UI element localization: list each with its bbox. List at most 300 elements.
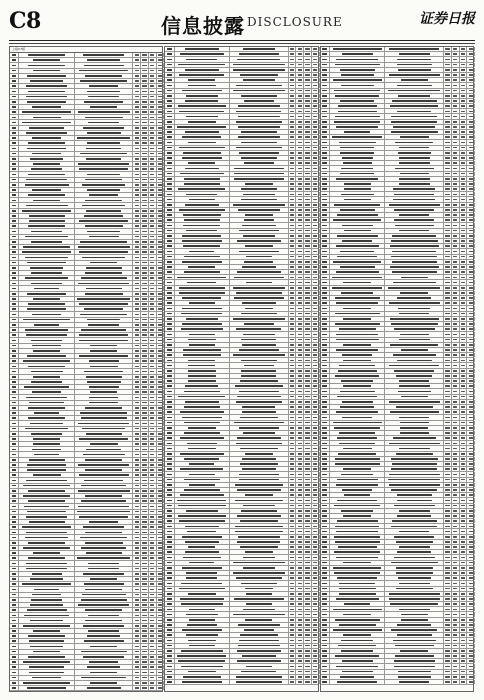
table-cell — [10, 167, 19, 171]
fine-print — [290, 422, 294, 424]
table-cell — [141, 338, 149, 342]
fine-print — [342, 401, 373, 403]
table-cell — [141, 380, 149, 384]
fine-print — [135, 96, 139, 98]
table-cell — [460, 244, 468, 248]
table-cell — [141, 323, 149, 327]
fine-print — [298, 256, 302, 258]
table-cell — [75, 401, 134, 405]
fine-print — [135, 184, 139, 186]
fine-print — [305, 417, 309, 419]
table-cell — [175, 535, 231, 539]
table-cell — [460, 348, 468, 352]
table-cell — [141, 328, 149, 332]
table-cell — [133, 261, 141, 265]
fine-print — [305, 116, 309, 118]
fine-print — [469, 396, 473, 398]
fine-print — [290, 214, 294, 216]
table-cell — [289, 664, 297, 668]
table-cell — [175, 306, 231, 310]
table-cell — [19, 473, 75, 477]
fine-print — [453, 173, 457, 175]
fine-print — [30, 620, 64, 622]
fine-print — [298, 152, 302, 154]
fine-print — [150, 474, 154, 476]
table-cell — [230, 89, 289, 93]
table-cell — [165, 395, 174, 399]
table-cell — [19, 401, 75, 405]
fine-print — [135, 454, 139, 456]
table-cell — [10, 385, 19, 389]
fine-print — [158, 557, 162, 559]
table-cell — [157, 634, 165, 638]
table-cell — [297, 140, 305, 144]
table-cell — [297, 478, 305, 482]
table-cell — [149, 271, 157, 275]
table-cell — [444, 244, 452, 248]
fine-print — [185, 401, 219, 403]
fine-print — [461, 489, 465, 491]
table-cell — [175, 415, 231, 419]
fine-print — [322, 344, 327, 346]
table-cell — [444, 260, 452, 264]
fine-print — [305, 681, 309, 683]
fine-print — [12, 314, 17, 316]
fine-print — [399, 313, 429, 315]
fine-print — [237, 541, 280, 543]
table-cell — [19, 618, 75, 622]
table-cell — [19, 292, 75, 296]
table-cell — [149, 344, 157, 348]
fine-print — [298, 598, 302, 600]
fine-print — [150, 542, 154, 544]
table-cell — [157, 660, 165, 664]
fine-print — [298, 266, 302, 268]
table-cell — [157, 203, 165, 207]
table-cell — [10, 634, 19, 638]
table-cell — [230, 114, 289, 118]
table-cell — [75, 665, 134, 669]
table-cell — [289, 441, 297, 445]
fine-print — [469, 90, 473, 92]
table-cell — [460, 109, 468, 113]
fine-print — [290, 69, 294, 71]
fine-print — [290, 266, 294, 268]
fine-print — [27, 469, 65, 471]
table-cell — [149, 608, 157, 612]
fine-print — [244, 365, 274, 367]
table-cell — [230, 229, 289, 233]
fine-print — [30, 158, 64, 160]
fine-print — [322, 251, 327, 253]
table-cell — [19, 551, 75, 555]
table-cell — [444, 57, 452, 61]
table-cell — [149, 58, 157, 62]
fine-print — [313, 629, 317, 631]
fine-print — [246, 603, 273, 605]
fine-print — [167, 619, 172, 621]
table-cell — [385, 478, 444, 482]
table-cell — [289, 161, 297, 165]
table-cell — [304, 436, 312, 440]
fine-print — [34, 324, 60, 326]
table-cell — [149, 100, 157, 104]
table-cell — [141, 390, 149, 394]
fine-print — [445, 489, 449, 491]
fine-print — [150, 168, 154, 170]
fine-print — [469, 59, 473, 61]
table-cell — [467, 63, 475, 67]
fine-print — [336, 178, 378, 180]
fine-print — [135, 672, 139, 674]
table-cell — [75, 577, 134, 581]
fine-print — [305, 69, 309, 71]
fine-print — [158, 433, 162, 435]
fine-print — [336, 245, 379, 247]
fine-print — [12, 682, 17, 684]
fine-print — [298, 500, 302, 502]
fine-print — [150, 506, 154, 508]
fine-print — [84, 65, 124, 67]
fine-print — [391, 121, 437, 123]
table-cell — [312, 327, 320, 331]
table-cell — [230, 659, 289, 663]
table-cell — [297, 249, 305, 253]
fine-print — [33, 438, 60, 440]
fine-print — [83, 127, 124, 129]
table-cell — [165, 203, 174, 207]
fine-print — [313, 173, 317, 175]
table-cell — [141, 172, 149, 176]
table-cell — [149, 79, 157, 83]
fine-print — [24, 506, 69, 508]
table-cell — [304, 374, 312, 378]
fine-print — [167, 282, 172, 284]
fine-print — [84, 480, 124, 482]
fine-print — [469, 458, 473, 460]
table-cell — [157, 556, 165, 560]
fine-print — [12, 225, 17, 227]
fine-print — [290, 334, 294, 336]
table-cell — [10, 437, 19, 441]
table-cell — [230, 400, 289, 404]
table-cell — [141, 618, 149, 622]
fine-print — [135, 366, 139, 368]
table-cell — [165, 83, 174, 87]
fine-print — [135, 661, 139, 663]
fine-print — [322, 147, 327, 149]
table-cell — [10, 406, 19, 410]
fine-print — [337, 437, 376, 439]
fine-print — [290, 256, 294, 258]
fine-print — [322, 380, 327, 382]
table-cell — [289, 519, 297, 523]
table-cell — [19, 624, 75, 628]
table-cell — [19, 328, 75, 332]
fine-print — [135, 412, 139, 414]
fine-print — [150, 537, 154, 539]
fine-print — [167, 406, 172, 408]
fine-print — [158, 459, 162, 461]
fine-print — [135, 542, 139, 544]
table-cell — [304, 561, 312, 565]
table-cell — [133, 105, 141, 109]
table-cell — [175, 369, 231, 373]
fine-print — [142, 656, 146, 658]
table-cell — [304, 597, 312, 601]
fine-print — [445, 126, 449, 128]
fine-print — [150, 142, 154, 144]
fine-print — [233, 318, 284, 320]
fine-print — [400, 432, 429, 434]
fine-print — [238, 645, 279, 647]
table-cell — [289, 275, 297, 279]
fine-print — [399, 53, 430, 55]
table-cell — [297, 151, 305, 155]
fine-print — [81, 417, 127, 419]
table-cell — [133, 665, 141, 669]
fine-print — [469, 183, 473, 185]
table-cell — [467, 384, 475, 388]
table-cell — [175, 659, 231, 663]
fine-print — [445, 391, 449, 393]
fine-print — [298, 297, 302, 299]
fine-print — [142, 96, 146, 98]
table-cell — [304, 291, 312, 295]
table-cell — [19, 219, 75, 223]
fine-print — [461, 95, 465, 97]
fine-print — [305, 277, 309, 279]
fine-print — [398, 95, 430, 97]
fine-print — [399, 380, 429, 382]
fine-print — [453, 142, 457, 144]
table-cell — [289, 415, 297, 419]
table-cell — [133, 219, 141, 223]
table-cell — [452, 161, 460, 165]
fine-print — [236, 681, 283, 683]
fine-print — [85, 589, 122, 591]
table-cell — [289, 306, 297, 310]
fine-print — [322, 142, 327, 144]
fine-print — [135, 682, 139, 684]
table-cell — [444, 441, 452, 445]
fine-print — [167, 240, 172, 242]
fine-print — [461, 427, 465, 429]
fine-print — [290, 614, 294, 616]
table-cell — [165, 99, 174, 103]
fine-print — [234, 422, 283, 424]
table-cell — [157, 380, 165, 384]
table-cell — [444, 467, 452, 471]
fine-print — [322, 453, 327, 455]
table-cell — [149, 515, 157, 519]
table-cell — [330, 229, 386, 233]
fine-print — [305, 427, 309, 429]
fine-print — [167, 479, 172, 481]
fine-print — [33, 59, 61, 61]
fine-print — [313, 105, 317, 107]
table-cell — [289, 612, 297, 616]
table-cell — [230, 109, 289, 113]
fine-print — [305, 334, 309, 336]
table-cell — [467, 135, 475, 139]
table-cell — [321, 208, 330, 212]
table-cell — [460, 452, 468, 456]
table-cell — [312, 659, 320, 663]
fine-print — [290, 479, 294, 481]
table-cell — [321, 332, 330, 336]
table-cell — [289, 223, 297, 227]
table-cell — [19, 452, 75, 456]
fine-print — [142, 407, 146, 409]
fine-print — [150, 438, 154, 440]
fine-print — [305, 261, 309, 263]
table-cell — [141, 385, 149, 389]
fine-print — [158, 142, 162, 144]
table-cell — [149, 84, 157, 88]
table-cell — [75, 266, 134, 270]
fine-print — [23, 625, 70, 627]
table-cell — [312, 410, 320, 414]
table-cell — [230, 275, 289, 279]
fine-print — [298, 484, 302, 486]
fine-print — [313, 557, 317, 559]
table-cell — [149, 131, 157, 135]
table-cell — [133, 198, 141, 202]
fine-print — [305, 251, 309, 253]
table-cell — [149, 219, 157, 223]
table-cell — [385, 446, 444, 450]
fine-print — [298, 577, 302, 579]
fine-print — [322, 162, 327, 164]
fine-print — [322, 334, 327, 336]
table-cell — [75, 209, 134, 213]
table-cell — [75, 593, 134, 597]
table-cell — [467, 405, 475, 409]
table-cell — [330, 389, 386, 393]
table-cell — [467, 213, 475, 217]
fine-print — [135, 511, 139, 513]
table-cell — [133, 110, 141, 114]
table-cell — [460, 218, 468, 222]
table-cell — [141, 100, 149, 104]
fine-print — [167, 266, 172, 268]
fine-print — [344, 131, 370, 133]
fine-print — [167, 235, 172, 237]
fine-print — [237, 650, 282, 652]
table-cell — [289, 638, 297, 642]
fine-print — [344, 230, 371, 232]
table-cell — [312, 550, 320, 554]
fine-print — [135, 236, 139, 238]
table-cell — [141, 593, 149, 597]
fine-print — [237, 660, 281, 662]
fine-print — [12, 215, 17, 217]
table-cell — [304, 78, 312, 82]
table-cell — [165, 317, 174, 321]
fine-print — [88, 615, 119, 617]
table-cell — [133, 193, 141, 197]
table-cell — [444, 353, 452, 357]
table-cell — [289, 260, 297, 264]
fine-print — [298, 681, 302, 683]
table-cell — [230, 483, 289, 487]
fine-print — [167, 157, 172, 159]
fine-print — [28, 490, 64, 492]
fine-print — [290, 541, 294, 543]
fine-print — [182, 261, 222, 263]
table-cell — [165, 130, 174, 134]
table-cell — [230, 306, 289, 310]
table-cell — [297, 208, 305, 212]
table-cell — [133, 520, 141, 524]
table-cell — [19, 120, 75, 124]
table-cell — [175, 426, 231, 430]
table-cell — [141, 629, 149, 633]
table-cell — [165, 571, 174, 575]
table-cell — [157, 255, 165, 259]
fine-print — [34, 589, 60, 591]
fine-print — [305, 536, 309, 538]
table-cell — [133, 271, 141, 275]
fine-print — [290, 562, 294, 564]
fine-print — [12, 262, 17, 264]
fine-print — [135, 402, 139, 404]
fine-print — [469, 302, 473, 304]
fine-print — [313, 593, 317, 595]
table-cell — [165, 172, 174, 176]
fine-print — [469, 251, 473, 253]
fine-print — [142, 682, 146, 684]
fine-print — [158, 225, 162, 227]
table-cell — [19, 567, 75, 571]
table-cell — [444, 218, 452, 222]
table-cell — [230, 545, 289, 549]
fine-print — [453, 95, 457, 97]
table-cell — [312, 498, 320, 502]
fine-print — [142, 511, 146, 513]
fine-print — [322, 126, 327, 128]
fine-print — [322, 494, 327, 496]
table-cell — [19, 608, 75, 612]
fine-print — [85, 620, 122, 622]
table-cell — [452, 156, 460, 160]
fine-print — [142, 298, 146, 300]
fine-print — [27, 464, 66, 466]
fine-print — [22, 251, 70, 253]
table-cell — [230, 410, 289, 414]
table-cell — [149, 349, 157, 353]
table-cell — [230, 260, 289, 264]
fine-print — [12, 350, 17, 352]
fine-print — [158, 537, 162, 539]
table-cell — [460, 114, 468, 118]
table-cell — [289, 83, 297, 87]
fine-print — [238, 116, 280, 118]
fine-print — [79, 70, 129, 72]
table-cell — [467, 374, 475, 378]
fine-print — [135, 91, 139, 93]
fine-print — [290, 360, 294, 362]
table-cell — [230, 78, 289, 82]
table-cell — [330, 177, 386, 181]
table-cell — [141, 69, 149, 73]
table-cell — [230, 322, 289, 326]
fine-print — [142, 345, 146, 347]
table-cell — [385, 73, 444, 77]
fine-print — [469, 287, 473, 289]
fine-print — [246, 256, 272, 258]
